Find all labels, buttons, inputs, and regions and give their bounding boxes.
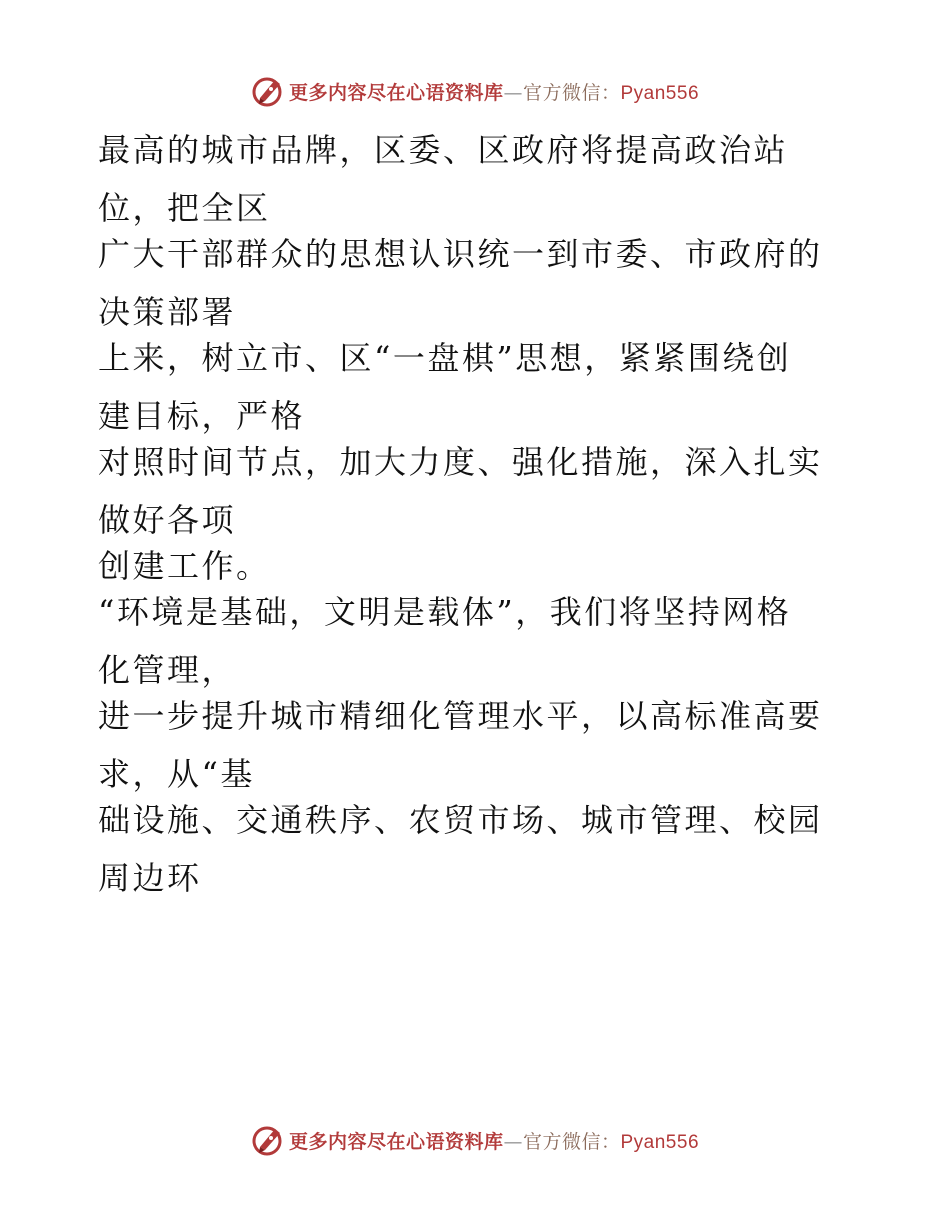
watermark-main-text: 更多内容尽在心语资料库 [288,81,504,104]
footer-watermark [0,1120,950,1160]
paragraph [98,444,838,538]
paragraph [98,698,838,792]
paragraph-line: 广大干部群众的思想认识统一到市委、市政府的 [98,235,823,273]
document-body [98,122,838,896]
paragraph-line: 化管理， [98,651,237,689]
header-watermark [0,71,950,111]
paragraph-line: 建目标，严格 [98,397,306,435]
paragraph-line: 做好各项 [98,501,237,539]
paragraph-line: 求，从“基 [98,755,255,793]
watermark-main-text: 更多内容尽在心语资料库 [288,1130,504,1153]
paragraph-line: 对照时间节点，加大力度、强化措施，深入扎实 [98,443,823,481]
paragraph-line: 位，把全区 [98,189,271,227]
paragraph [98,340,838,434]
paragraph-line: 上来，树立市、区“一盘棋”思想，紧紧围绕创 [98,339,792,377]
watermark-id: Pyan556 [620,1131,700,1153]
paragraph [98,548,838,584]
paragraph-line: 最高的城市品牌，区委、区政府将提高政治站 [98,131,789,169]
paragraph-line: 周边环 [98,859,202,897]
paragraph-line: 础设施、交通秩序、农贸市场、城市管理、校园 [98,801,823,839]
paragraph-line: 创建工作。 [98,547,271,585]
paragraph [98,802,838,896]
watermark-dash: — [503,1130,523,1153]
watermark-dash: — [503,81,523,104]
paragraph [98,594,838,688]
paragraph-line: 进一步提升城市精细化管理水平，以高标准高要 [98,697,823,735]
paragraph-line: 决策部署 [98,293,237,331]
pen-nib-logo-icon [251,74,285,108]
paragraph [98,132,838,226]
pen-nib-logo-icon [251,1123,285,1157]
paragraph [98,236,838,330]
watermark-id: Pyan556 [620,82,700,104]
paragraph-line: “环境是基础，文明是载体”，我们将坚持网格 [98,593,792,631]
watermark-label: 官方微信： [522,1130,621,1153]
watermark-label: 官方微信： [522,81,621,104]
